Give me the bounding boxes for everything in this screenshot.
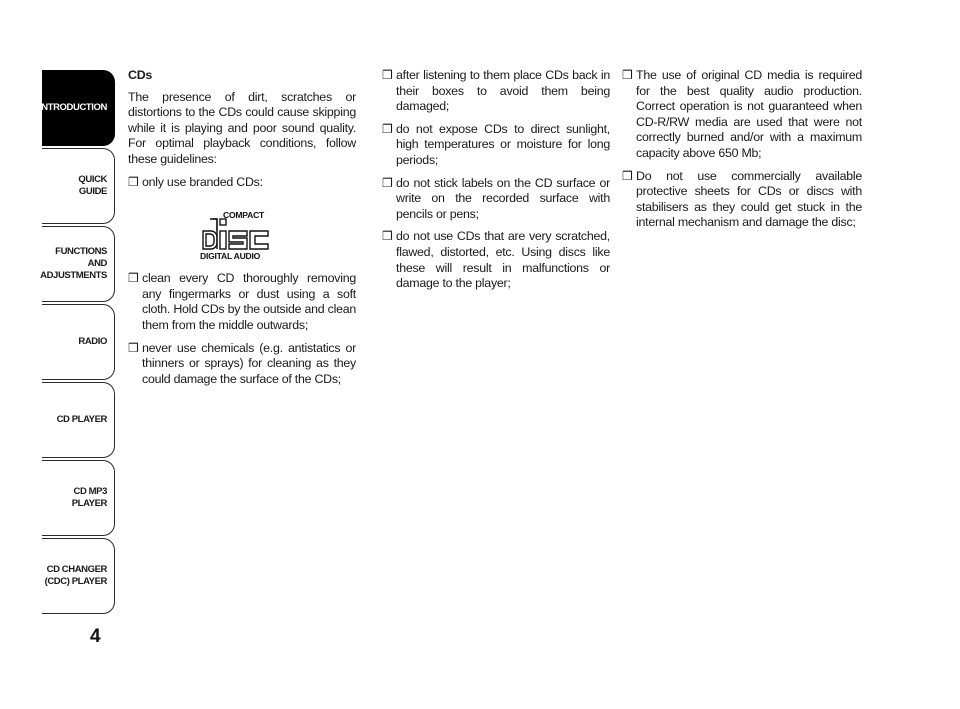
- list-item-text: do not stick labels on the CD surface or write on the recorded surface with pencils or pens;: [396, 175, 610, 221]
- tab-cd-player[interactable]: CD PLAYER: [42, 382, 115, 458]
- list-item: [382, 68, 610, 115]
- list-item: [622, 169, 862, 231]
- list-item-text: after listening to them place CDs back in their boxes to avoid them being damaged;: [396, 68, 610, 114]
- logo-compact-text: COMPACT: [223, 210, 265, 221]
- checkbox-bullet-icon: ❒: [382, 68, 393, 82]
- list-item-text: do not expose CDs to direct sunlight, high temperatures or moisture for long periods;: [396, 121, 610, 167]
- guideline-list: [128, 175, 356, 191]
- checkbox-bullet-icon: ❒: [382, 229, 393, 244]
- section-heading: CDs: [128, 68, 153, 82]
- list-item: [128, 341, 356, 388]
- tab-cd-mp3-player[interactable]: CD MP3 PLAYER: [42, 460, 115, 536]
- list-item-text: clean every CD thoroughly removing any fingermarks or dust using a soft cloth. Hold CDs by the outside and clean them from the middle outwards;: [142, 271, 356, 332]
- column-cds-intro: [128, 68, 356, 394]
- tab-quick-guide[interactable]: QUICK GUIDE: [42, 148, 115, 224]
- list-item: [128, 175, 356, 191]
- tab-introduction[interactable]: INTRODUCTION: [42, 70, 115, 146]
- checkbox-bullet-icon: ❒: [128, 340, 139, 355]
- checkbox-bullet-icon: ❒: [128, 174, 139, 189]
- guideline-list-continued: [128, 271, 356, 387]
- guideline-list: [382, 68, 610, 292]
- page-number: 4: [90, 626, 101, 647]
- list-item: [128, 271, 356, 333]
- list-item-text: only use branded CDs:: [142, 174, 263, 189]
- list-item: [382, 176, 610, 223]
- tab-cd-changer[interactable]: CD CHANGER (CDC) PLAYER: [42, 538, 115, 614]
- list-item: [382, 229, 610, 291]
- checkbox-bullet-icon: ❒: [128, 271, 139, 286]
- checkbox-bullet-icon: ❒: [382, 121, 393, 136]
- compact-disc-logo: [199, 207, 287, 261]
- list-item-text: do not use CDs that are very scratched, flawed, distorted, etc. Using discs like these will result in malfunctions or damage to the player;: [396, 229, 610, 291]
- checkbox-bullet-icon: ❒: [382, 175, 393, 190]
- list-item: [622, 68, 862, 162]
- intro-paragraph: The presence of dirt, scratches or distortions to the CDs could cause skipping while it is playing and poor sound quality. For optimal playback conditions, follow these guidelines:: [128, 89, 356, 166]
- list-item-text: The use of original CD media is required for the best quality audio production. Correct operation is not guaranteed when CD-R/RW media are used that were not correctly burned and/or with a maximum capacity above 650 Mb;: [636, 68, 862, 160]
- section-tabs: [38, 70, 115, 616]
- checkbox-bullet-icon: ❒: [622, 68, 633, 82]
- list-item-text: never use chemicals (e.g. antistatics or thinners or sprays) for cleaning as they could damage the surface of the CDs;: [142, 340, 356, 386]
- list-item: [382, 122, 610, 169]
- column-cd-media: [622, 68, 862, 238]
- column-cd-care: [382, 68, 610, 299]
- tab-radio[interactable]: RADIO: [42, 304, 115, 380]
- logo-digital-audio-text: DIGITAL AUDIO: [200, 251, 261, 262]
- list-item-text: Do not use commercially available protective sheets for CDs or discs with stabilisers as they could get stuck in the internal mechanism and damage the disc;: [636, 168, 862, 230]
- checkbox-bullet-icon: ❒: [622, 168, 633, 183]
- guideline-list: [622, 68, 862, 231]
- tab-functions-adjustments[interactable]: FUNCTIONS AND ADJUSTMENTS: [42, 226, 115, 302]
